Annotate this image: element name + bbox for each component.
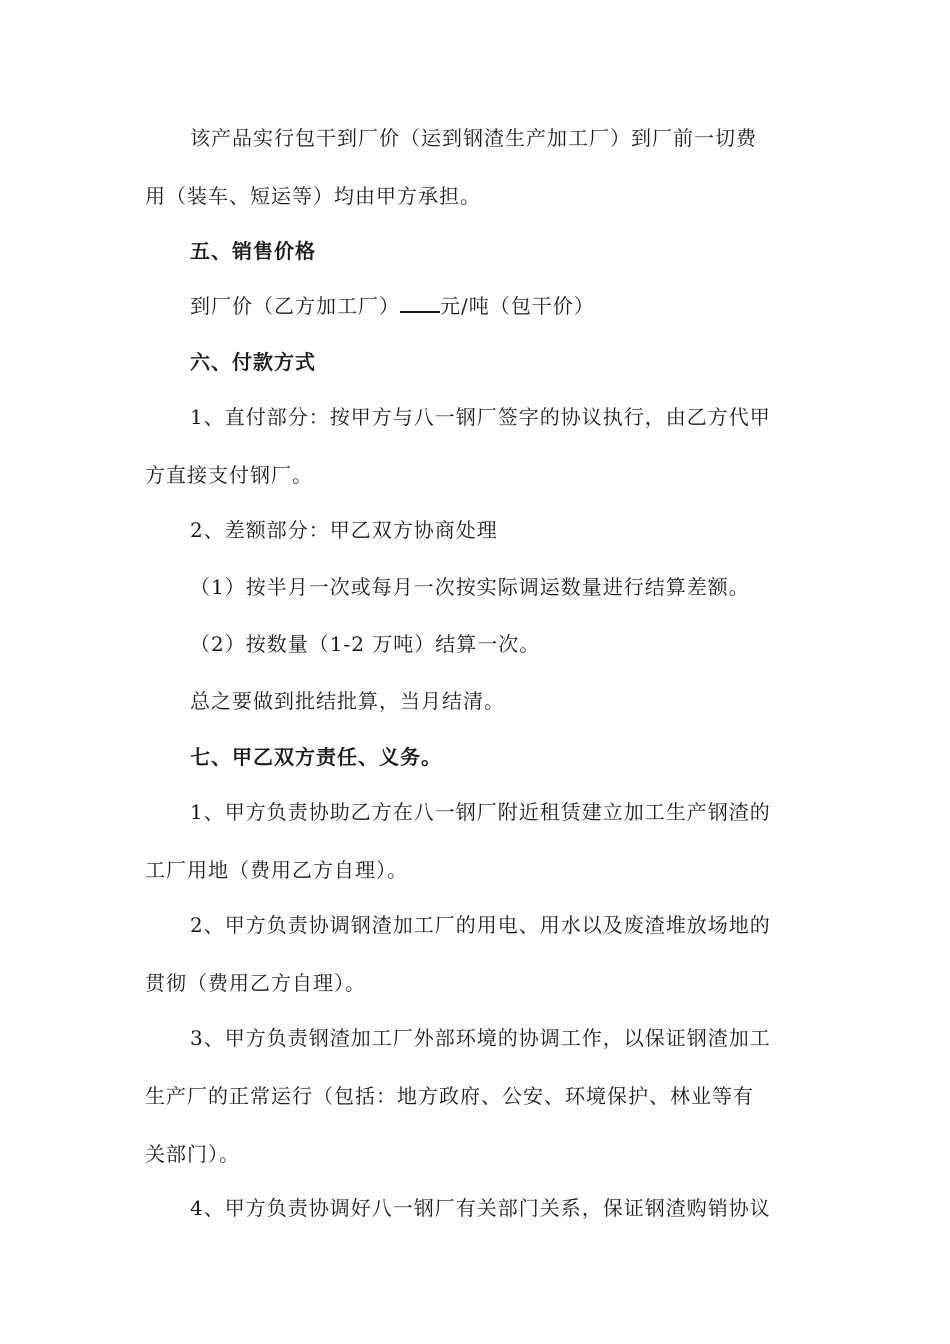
paragraph-line: 贯彻（费用乙方自理）。 [145, 971, 366, 995]
paragraph-line: 2、差额部分：甲乙双方协商处理 [190, 518, 498, 542]
paragraph-line: （2）按数量（1-2 万吨）结算一次。 [190, 632, 541, 656]
paragraph-line: 3、甲方负责钢渣加工厂外部环境的协调工作，以保证钢渣加工 [190, 1026, 771, 1050]
paragraph-line: 生产厂的正常运行（包括：地方政府、公安、环境保护、林业等有 [145, 1084, 754, 1108]
paragraph-line: 用（装车、短运等）均由甲方承担。 [145, 184, 481, 208]
price-line [190, 293, 595, 318]
section-heading: 五、销售价格 [190, 239, 316, 263]
paragraph-line: 方直接支付钢厂。 [145, 463, 313, 487]
price-suffix: 元/吨（包干价） [440, 294, 595, 318]
section-heading: 七、甲乙双方责任、义务。 [190, 745, 442, 769]
paragraph-line: 关部门）。 [145, 1142, 240, 1166]
section-heading: 六、付款方式 [190, 350, 316, 374]
paragraph-line: 工厂用地（费用乙方自理）。 [145, 858, 408, 882]
paragraph-line: 2、甲方负责协调钢渣加工厂的用电、用水以及废渣堆放场地的 [190, 913, 771, 937]
paragraph-line: 4、甲方负责协调好八一钢厂有关部门关系，保证钢渣购销协议 [190, 1196, 771, 1220]
paragraph-line: 该产品实行包干到厂价（运到钢渣生产加工厂）到厂前一切费 [190, 126, 757, 150]
paragraph-line: 1、甲方负责协助乙方在八一钢厂附近租赁建立加工生产钢渣的 [190, 800, 771, 824]
price-prefix: 到厂价（乙方加工厂） [190, 294, 400, 318]
paragraph-line: 总之要做到批结批算，当月结清。 [190, 689, 505, 713]
paragraph-line: 1、直付部分：按甲方与八一钢厂签字的协议执行，由乙方代甲 [190, 405, 771, 429]
paragraph-line: （1）按半月一次或每月一次按实际调运数量进行结算差额。 [190, 575, 750, 599]
price-blank [400, 293, 440, 313]
